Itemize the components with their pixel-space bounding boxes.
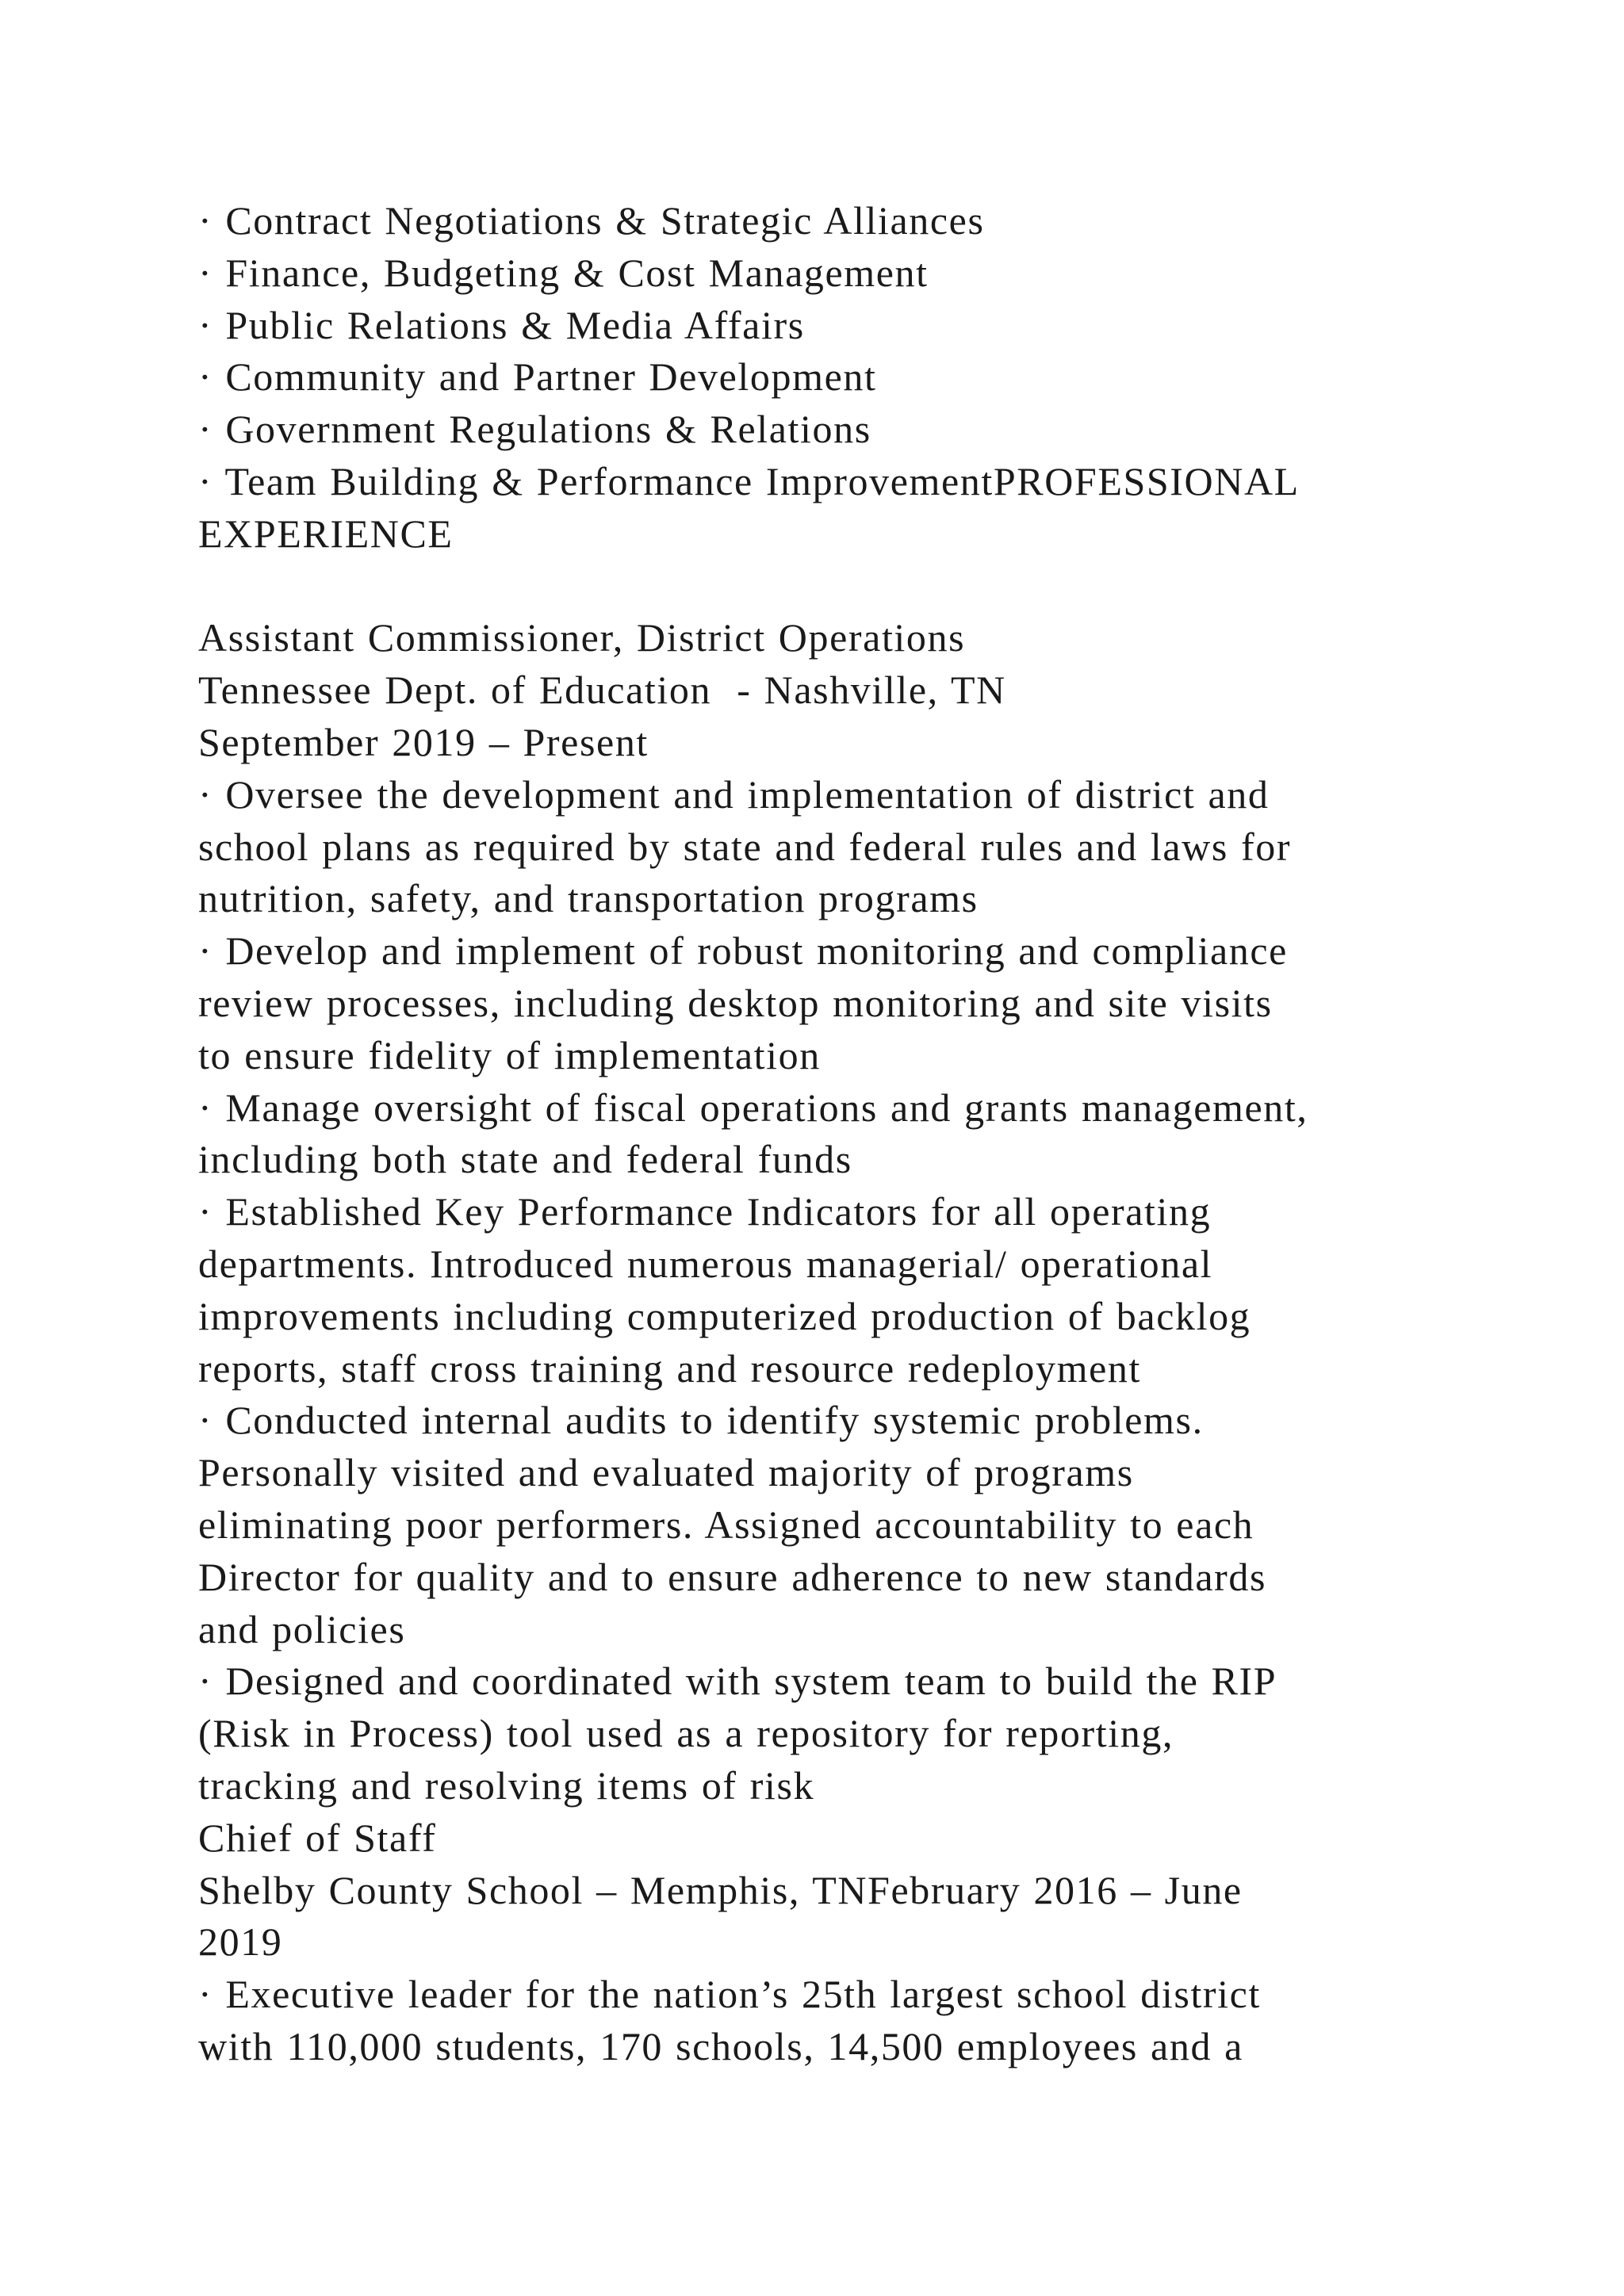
job-title: Assistant Commissioner, District Operations	[198, 615, 966, 660]
bullet-line: including both state and federal funds	[198, 1137, 852, 1182]
bullet-line: with 110,000 students, 170 schools, 14,500 employees and a	[198, 2023, 1243, 2068]
employer: Shelby County School – Memphis, TNFebruary 2016 – June	[198, 1867, 1243, 1912]
bullet-line: eliminating poor performers. Assigned accountability to each	[198, 1502, 1254, 1547]
bullet-line: to ensure fidelity of implementation	[198, 1032, 821, 1077]
employer: Tennessee Dept. of Education - Nashville, TN	[198, 668, 1006, 713]
bullet-line: departments. Introduced numerous managerial/ operational	[198, 1241, 1213, 1286]
bullet-line: Personally visited and evaluated majority of programs	[198, 1450, 1134, 1495]
bullet-line: · Conducted internal audits to identify systemic problems.	[198, 1398, 1204, 1443]
bullet-line: · Executive leader for the nation’s 25th largest school district	[198, 1972, 1261, 2017]
blank-line	[198, 561, 1435, 613]
skill-item: · Finance, Budgeting & Cost Management	[198, 250, 929, 295]
bullet-line: and policies	[198, 1606, 406, 1651]
bullet-line: school plans as required by state and federal rules and laws for	[198, 824, 1292, 869]
bullet-line: · Oversee the development and implementation of district and	[198, 771, 1270, 817]
job-title: Chief of Staff	[198, 1815, 437, 1860]
bullet-line: review processes, including desktop monitoring and site visits	[198, 980, 1273, 1025]
skill-item: · Community and Partner Development	[198, 354, 877, 400]
bullet-line: · Develop and implement of robust monitoring and compliance	[198, 928, 1288, 974]
bullet-line: improvements including computerized production of backlog	[198, 1293, 1251, 1338]
employment-dates: September 2019 – Present	[198, 719, 649, 764]
bullet-line: nutrition, safety, and transportation programs	[198, 876, 979, 921]
bullet-line: · Designed and coordinated with system team to build the RIP	[198, 1659, 1277, 1704]
bullet-line: reports, staff cross training and resource redeployment	[198, 1345, 1141, 1391]
employment-dates: 2019	[198, 1919, 283, 1965]
skill-item: · Public Relations & Media Affairs	[198, 302, 805, 347]
skill-item: · Government Regulations & Relations	[198, 407, 871, 452]
skill-item: · Contract Negotiations & Strategic Alliances	[198, 198, 985, 243]
document-body	[198, 195, 1435, 2073]
bullet-line: Director for quality and to ensure adherence to new standards	[198, 1554, 1267, 1599]
skill-item-with-heading: · Team Building & Performance ImprovementPROFESSIONAL	[198, 458, 1300, 503]
bullet-line: tracking and resolving items of risk	[198, 1762, 815, 1808]
bullet-line: · Manage oversight of fiscal operations and grants management,	[198, 1085, 1308, 1130]
bullet-line: (Risk in Process) tool used as a repository for reporting,	[198, 1711, 1174, 1756]
section-heading: EXPERIENCE	[198, 511, 454, 556]
bullet-line: · Established Key Performance Indicators for all operating	[198, 1189, 1212, 1234]
